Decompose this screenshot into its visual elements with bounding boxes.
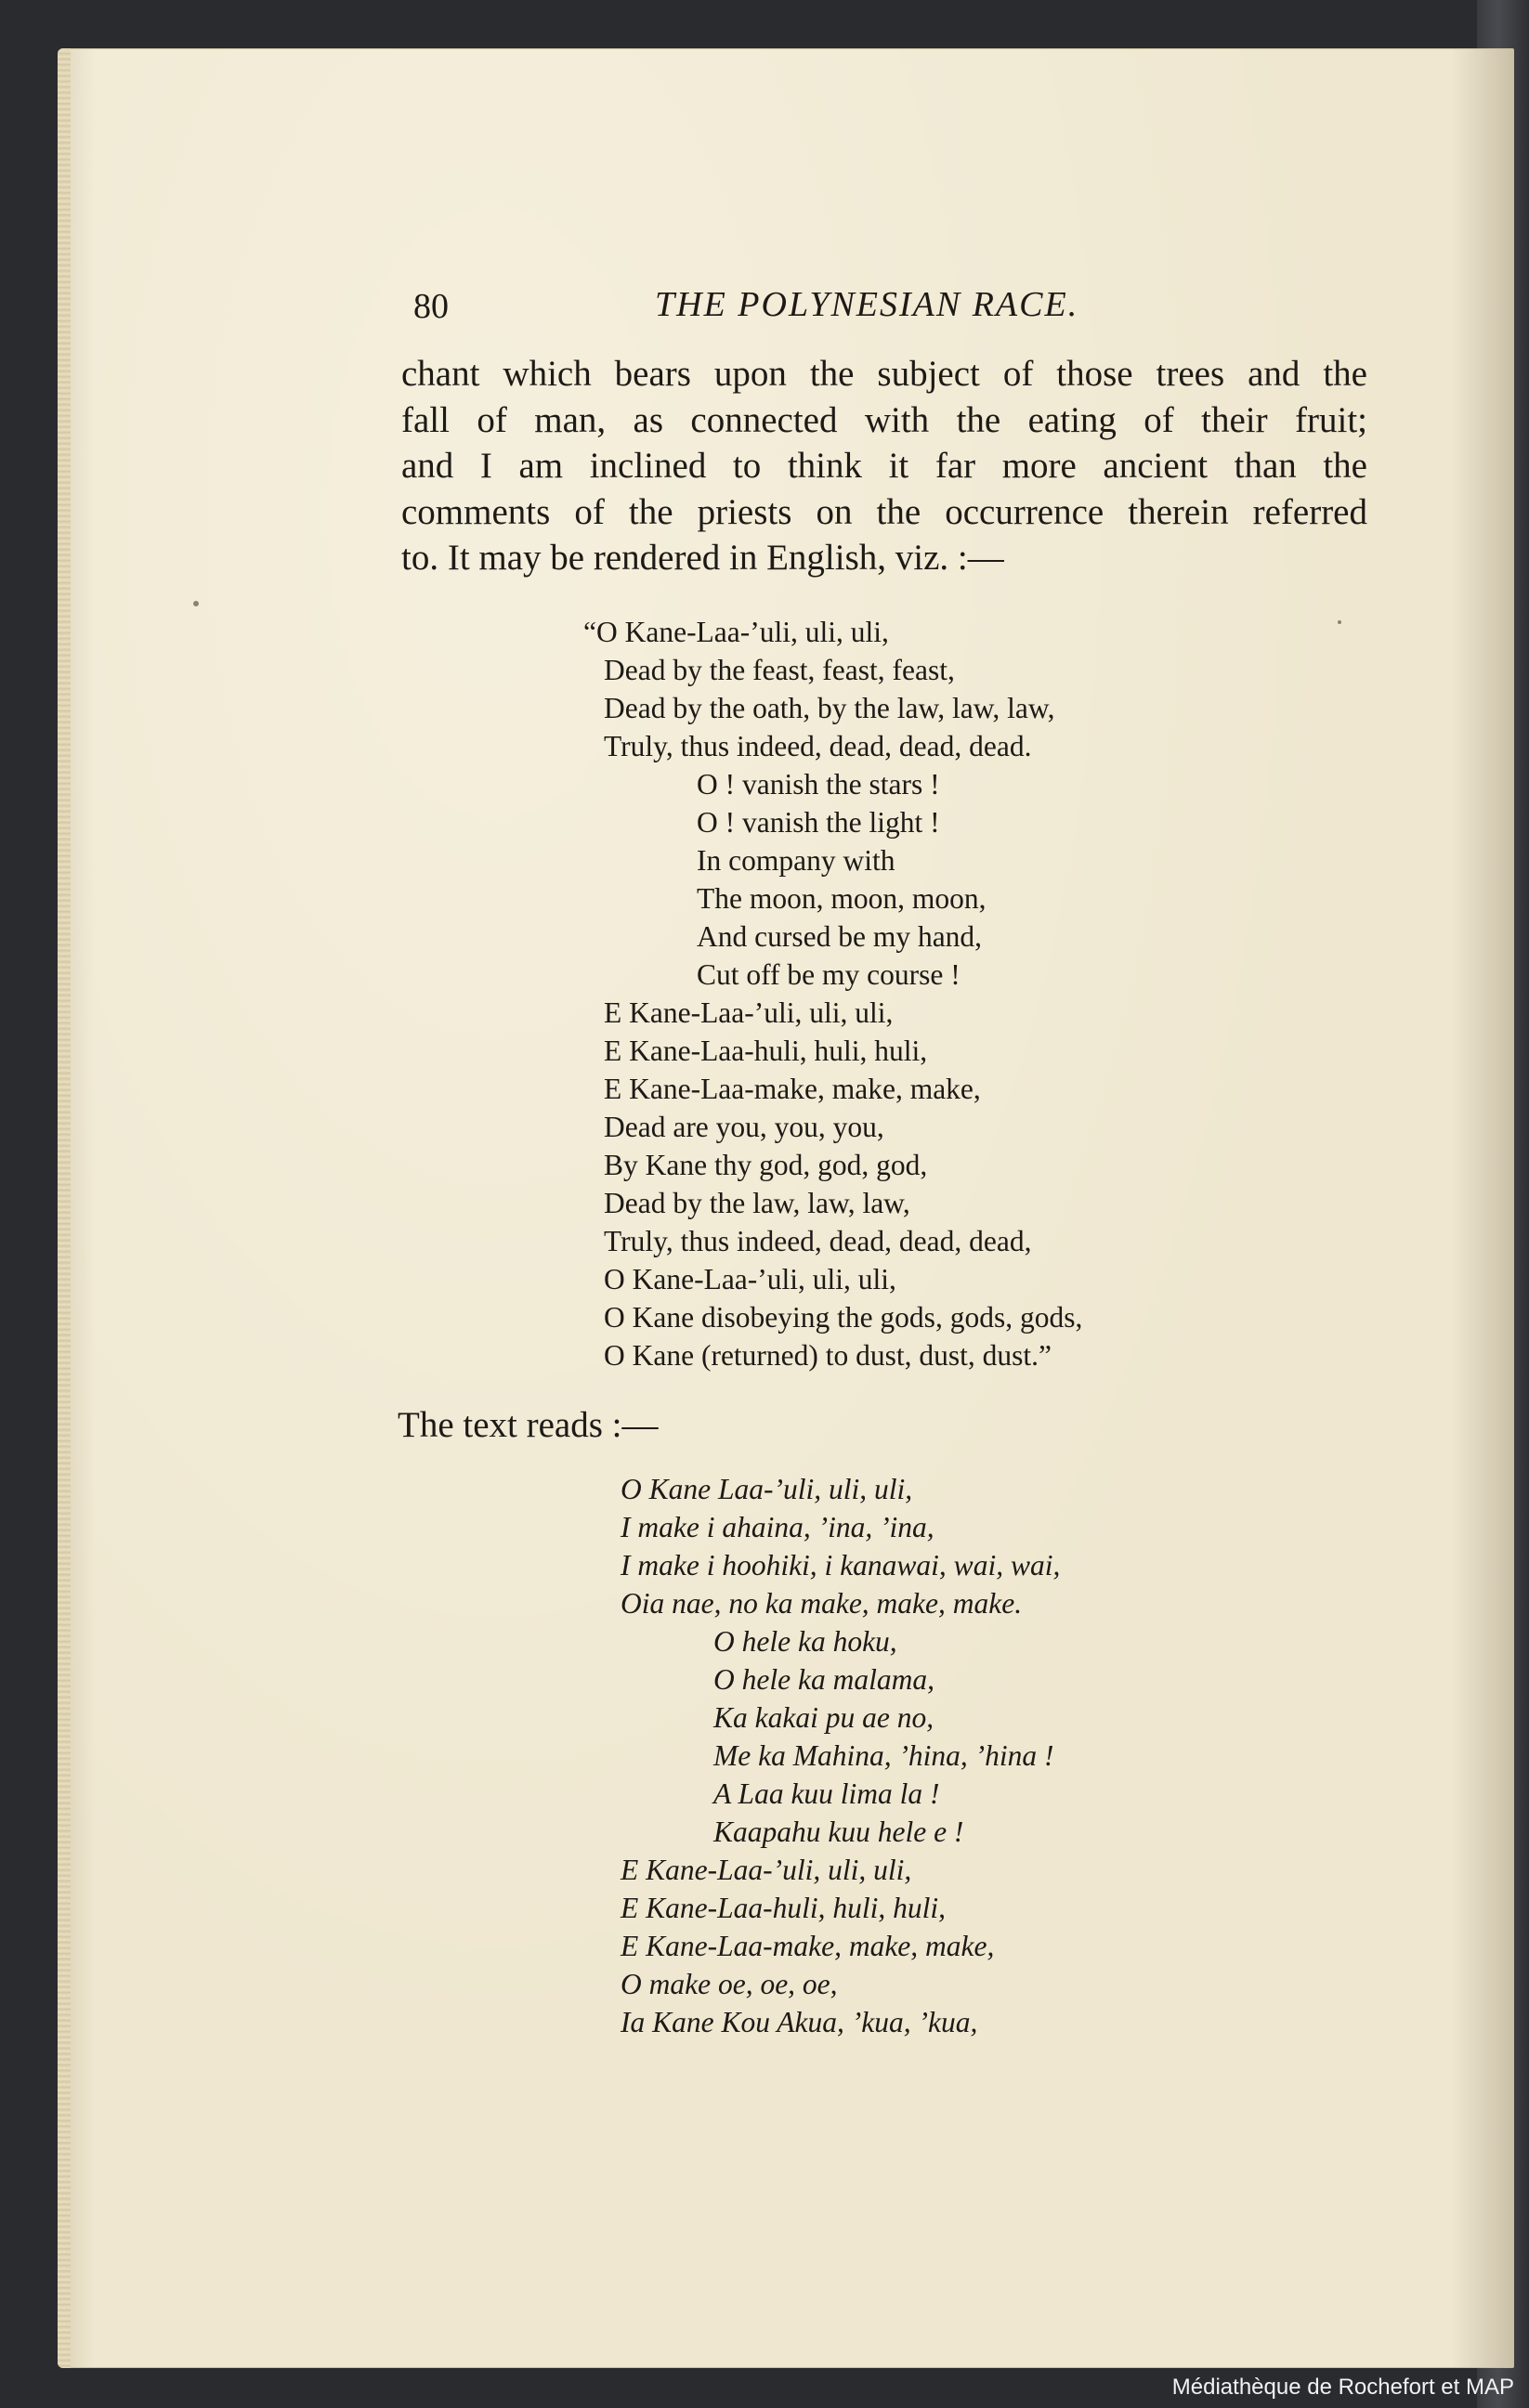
chant-line: Kaapahu kuu hele e ! bbox=[713, 1816, 964, 1848]
chant-line: O make oe, oe, oe, bbox=[621, 1968, 838, 2000]
chant-line: Ia Kane Kou Akua, ’kua, ’kua, bbox=[621, 2006, 978, 2038]
page-edge bbox=[58, 48, 71, 2368]
hawaiian-chant bbox=[621, 1470, 1060, 2041]
paragraph-line: chant which bears upon the subject of those trees and the bbox=[401, 354, 1367, 394]
chant-line: Oia nae, no ka make, make, make. bbox=[621, 1587, 1023, 1620]
running-title: THE POLYNESIAN RACE. bbox=[655, 285, 1079, 324]
chant-line: Truly, thus indeed, dead, dead, dead, bbox=[604, 1225, 1032, 1257]
chant-line: Me ka Mahina, ’hina, ’hina ! bbox=[713, 1739, 1054, 1772]
chant-line: Dead are you, you, you, bbox=[604, 1111, 884, 1143]
chant-line: O Kane (returned) to dust, dust, dust.” bbox=[604, 1339, 1052, 1372]
chant-line: Dead by the oath, by the law, law, law, bbox=[604, 692, 1055, 724]
text-reads-label: The text reads :— bbox=[398, 1405, 659, 1445]
chant-line: O ! vanish the light ! bbox=[697, 806, 940, 839]
chant-line: By Kane thy god, god, god, bbox=[604, 1149, 928, 1181]
chant-line: I make i ahaina, ’ina, ’ina, bbox=[621, 1511, 934, 1543]
chant-line: A Laa kuu lima la ! bbox=[713, 1777, 940, 1810]
paragraph-line: comments of the priests on the occurrence therein referred bbox=[401, 491, 1367, 532]
page-number: 80 bbox=[413, 287, 449, 326]
chant-line: In company with bbox=[697, 844, 895, 877]
paragraph-line: and I am inclined to think it far more ancient than the bbox=[401, 446, 1367, 486]
chant-line: Dead by the feast, feast, feast, bbox=[604, 654, 955, 686]
chant-line: Ka kakai pu ae no, bbox=[713, 1701, 934, 1734]
chant-line: And cursed be my hand, bbox=[697, 920, 983, 953]
paragraph-line: to. It may be rendered in English, viz. :— bbox=[401, 538, 1004, 578]
chant-line: E Kane-Laa-make, make, make, bbox=[604, 1073, 981, 1105]
paper-speck bbox=[193, 601, 199, 606]
paper-speck bbox=[1338, 620, 1341, 624]
chant-line: Truly, thus indeed, dead, dead, dead. bbox=[604, 730, 1032, 762]
body-paragraph bbox=[401, 351, 1367, 581]
chant-line: Dead by the law, law, law, bbox=[604, 1187, 910, 1219]
paragraph-line: fall of man, as connected with the eating of their fruit; bbox=[401, 399, 1367, 440]
chant-line: Cut off be my course ! bbox=[697, 958, 961, 991]
chant-line: O Kane Laa-’uli, uli, uli, bbox=[621, 1473, 913, 1505]
chant-line: O ! vanish the stars ! bbox=[697, 768, 940, 800]
chant-line: E Kane-Laa-’uli, uli, uli, bbox=[604, 996, 894, 1029]
chant-line: E Kane-Laa-huli, huli, huli, bbox=[604, 1035, 928, 1067]
chant-line: “O Kane-Laa-’uli, uli, uli, bbox=[583, 616, 889, 648]
chant-line: The moon, moon, moon, bbox=[697, 882, 987, 915]
chant-line: O Kane disobeying the gods, gods, gods, bbox=[604, 1301, 1083, 1334]
english-chant bbox=[583, 613, 1083, 1374]
chant-line: E Kane-Laa-huli, huli, huli, bbox=[621, 1892, 946, 1924]
chant-line: E Kane-Laa-’uli, uli, uli, bbox=[621, 1854, 912, 1886]
chant-line: O hele ka malama, bbox=[713, 1663, 934, 1696]
chant-line: O hele ka hoku, bbox=[713, 1625, 897, 1658]
chant-line: E Kane-Laa-make, make, make, bbox=[621, 1930, 995, 1962]
library-watermark: Médiathèque de Rochefort et MAP bbox=[1171, 2375, 1514, 2400]
chant-line: O Kane-Laa-’uli, uli, uli, bbox=[604, 1263, 896, 1295]
chant-line: I make i hoohiki, i kanawai, wai, wai, bbox=[621, 1549, 1061, 1581]
